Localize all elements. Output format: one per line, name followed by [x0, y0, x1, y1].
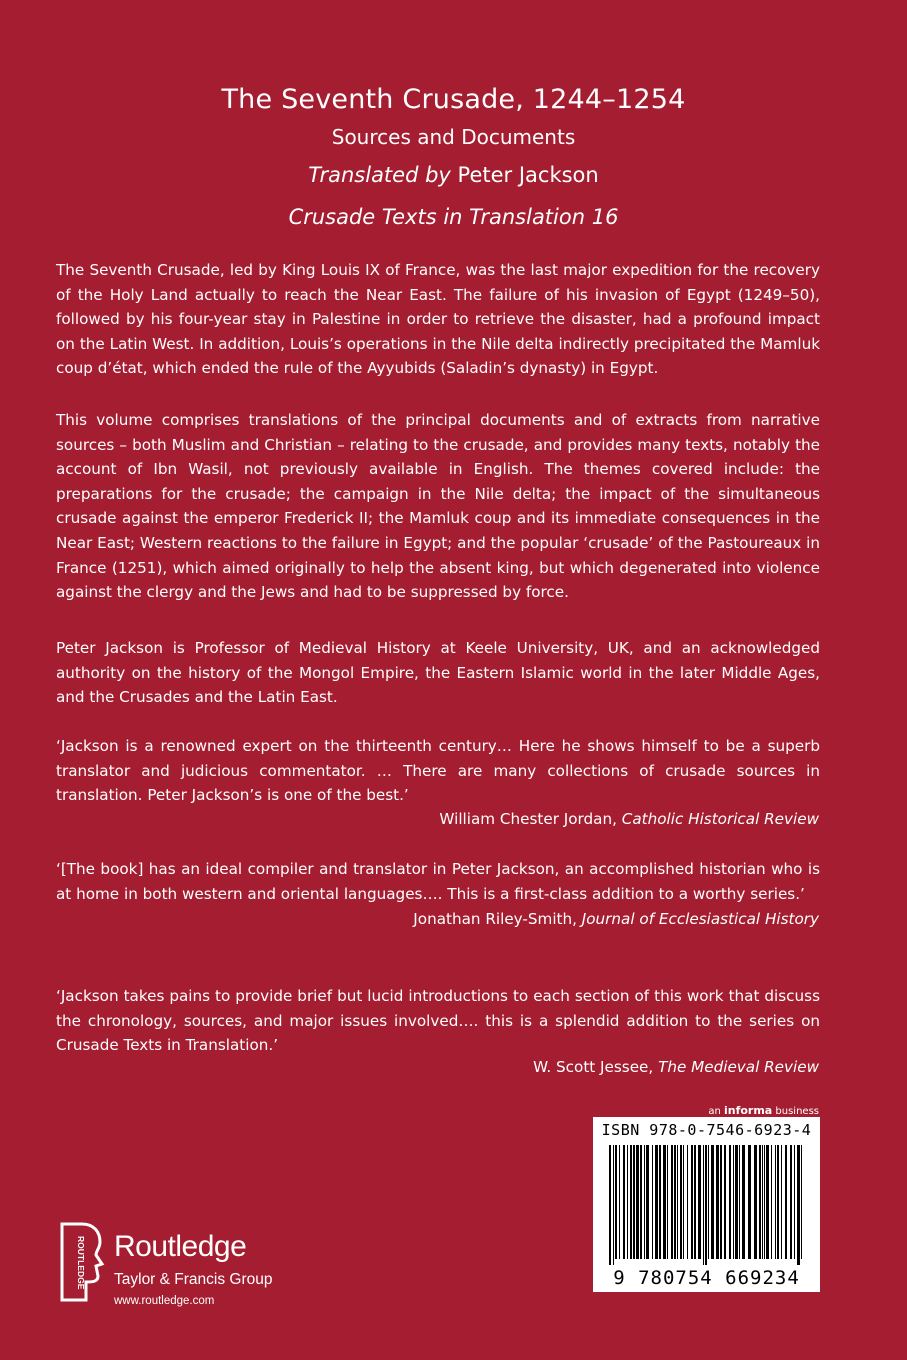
barcode-bar [659, 1145, 661, 1259]
barcode-bar [609, 1145, 611, 1265]
barcode-bar [775, 1145, 776, 1259]
barcode-bar [794, 1145, 795, 1259]
barcode-bar [762, 1145, 763, 1259]
barcode-bar [703, 1145, 704, 1265]
logo-wordmark: ROUTLEDGE [76, 1236, 86, 1290]
translator-name: Peter Jackson [450, 163, 599, 187]
barcode-bar [735, 1145, 738, 1259]
barcode-bar [759, 1145, 761, 1259]
barcode-bar [711, 1145, 714, 1259]
barcode-bar [733, 1145, 734, 1259]
barcode-bar [764, 1145, 765, 1259]
series-title: Crusade Texts in Translation 16 [288, 205, 619, 229]
barcode-bar [674, 1145, 676, 1259]
informa-business-tag: an informa business [708, 1104, 819, 1117]
publisher-logo [56, 1220, 296, 1320]
review-author-1: William Chester Jordan, [439, 810, 622, 828]
barcode-bar [739, 1145, 740, 1259]
barcode-bar [644, 1145, 645, 1259]
barcode-bar [777, 1145, 779, 1259]
barcode-bar [705, 1145, 707, 1265]
isbn-label: ISBN 978-0-7546-6923-4 [601, 1121, 812, 1139]
barcode-bar [627, 1145, 628, 1259]
barcode-bar [801, 1145, 802, 1259]
barcode-bar [683, 1145, 684, 1259]
review-source-2: Journal of Ecclesiastical History [581, 910, 819, 928]
barcode-bars [607, 1145, 806, 1265]
barcode-bar [724, 1145, 726, 1259]
barcode-bar [720, 1145, 722, 1259]
barcode-bar [708, 1145, 709, 1259]
barcode-bar [671, 1145, 673, 1259]
barcode-bar [652, 1145, 653, 1259]
review-author-2: Jonathan Riley-Smith, [413, 910, 582, 928]
barcode-bar [677, 1145, 678, 1259]
book-title: The Seventh Crusade, 1244–1254 [221, 84, 686, 115]
review-source-1: Catholic Historical Review [621, 810, 819, 828]
barcode-bar [630, 1145, 632, 1259]
barcode-bar [698, 1145, 701, 1259]
review-source-3: The Medieval Review [658, 1058, 819, 1076]
barcode-bar [655, 1145, 658, 1259]
barcode-bar [680, 1145, 682, 1259]
barcode-bar [613, 1145, 614, 1265]
barcode-bar [663, 1145, 666, 1259]
barcode-bar [615, 1145, 617, 1259]
review-quote-2: ‘[The book] has an ideal compiler and translator in Peter Jackson, an accomplished historian who is at home in both western and oriental languages…. This is a first-class addition to a worthy series.’ [56, 860, 820, 903]
translator-line [0, 163, 907, 187]
publisher-group: Taylor & Francis Group [114, 1271, 273, 1288]
informa-brand: informa [723, 1104, 773, 1117]
book-subtitle: Sources and Documents [331, 125, 576, 149]
barcode-bar [716, 1145, 719, 1259]
review-attribution-1 [439, 810, 819, 828]
barcode-bar [646, 1145, 649, 1259]
publisher-name: Routledge [114, 1230, 247, 1263]
barcode-bar [771, 1145, 772, 1259]
description-paragraph-2: This volume comprises translations of the principal documents and of extracts from narrative sources – both Muslim and Christian – relating to the crusade, and provides many texts, notably the account of Ibn Wasil, not previously available in English. The themes covered include: the preparations for the crusade; the campaign in the Nile delta; the impact of the simultaneous crusade against the emperor Frederick II; the Mamluk coup and its immediate consequences in the Near East; Western reactions to the failure in Egypt; and the popular ‘crusade’ of the Pastoureaux in France (1251), which aimed originally to help the absent king, but which degenerated into violence against the clergy and the Jews and had to be suppressed by force. [56, 411, 820, 602]
barcode-digits: 9 780754 669234 [613, 1267, 800, 1289]
review-attribution-3 [533, 1058, 819, 1076]
review-quote-3: ‘Jackson takes pains to provide brief but lucid introductions to each section of this work that discuss the chronology, sources, and major issues involved…. this is a splendid addition to the series on Crusade Texts in Translation.’ [56, 987, 820, 1055]
publisher-url: www.routledge.com [114, 1295, 215, 1307]
description-paragraph-1: The Seventh Crusade, led by King Louis IX of France, was the last major expedition for the recovery of the Holy Land actually to reach the Near East. The failure of his invasion of Egypt (1249–50), followed by his four-year stay in Palestine in order to retrieve the disaster, had a profound impact on the Latin West. In addition, Louis’s operations in the Nile delta indirectly precipitated the Mamluk coup d’état, which ended the rule of the Ayyubids (Saladin’s dynasty) in Egypt. [56, 261, 820, 378]
barcode-bar [766, 1145, 769, 1259]
review-author-3: W. Scott Jessee, [533, 1058, 659, 1076]
review-attribution-2 [413, 910, 819, 928]
barcode-bar [633, 1145, 635, 1259]
barcode-bar [619, 1145, 620, 1259]
barcode-bar [636, 1145, 639, 1259]
barcode-bar [754, 1145, 757, 1259]
barcode-bar [691, 1145, 693, 1259]
review-quote-1: ‘Jackson is a renowned expert on the thirteenth century… Here he shows himself to be a superb translator and judicious commentator. … There are many collections of crusade sources in translation. Peter Jackson’s is one of the best.’ [56, 737, 820, 805]
barcode-bar [781, 1145, 782, 1259]
isbn-barcode [593, 1117, 820, 1292]
barcode-bar [797, 1145, 800, 1265]
barcode-bar [785, 1145, 787, 1259]
barcode-bar [742, 1145, 745, 1259]
barcode-bar [687, 1145, 688, 1259]
barcode-bar [748, 1145, 751, 1259]
barcode-bar [694, 1145, 696, 1259]
translator-prefix: Translated by [308, 163, 451, 187]
routledge-head-icon [56, 1220, 106, 1320]
barcode-bar [667, 1145, 668, 1259]
barcode-bar [640, 1145, 642, 1259]
barcode-bar [790, 1145, 792, 1259]
barcode-bar [623, 1145, 625, 1259]
barcode-bar [729, 1145, 731, 1259]
author-bio: Peter Jackson is Professor of Medieval History at Keele University, UK, and an acknowledged authority on the history of the Mongol Empire, the Eastern Islamic world in the later Middle Ages, and the Crusades and the Latin East. [56, 639, 820, 707]
